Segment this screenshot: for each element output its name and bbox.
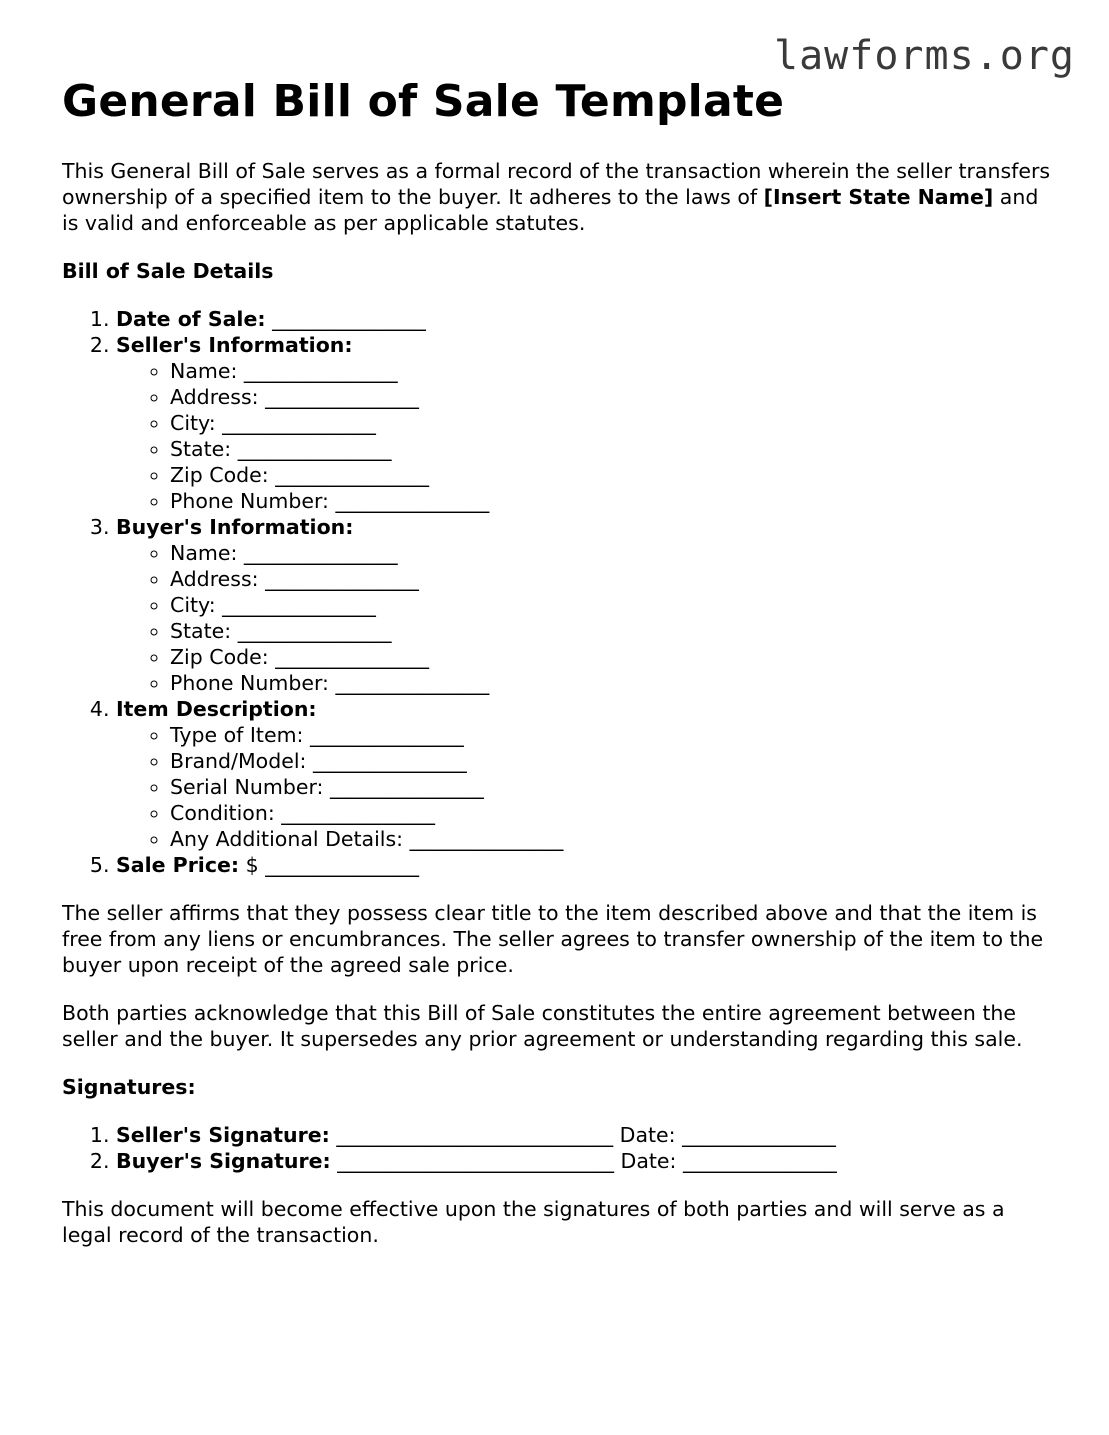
item-brand-field	[170, 748, 1052, 774]
date-label: Date:	[619, 1123, 676, 1148]
state-name-placeholder: [Insert State Name]	[763, 185, 994, 210]
date-of-sale-item	[116, 306, 1052, 332]
item-condition-field	[170, 800, 1052, 826]
item-description-label: Item Description:	[116, 697, 317, 722]
buyer-state-field	[170, 618, 1052, 644]
intro-text-1: This General Bill of Sale serves as a formal record of the transaction wherein the seller transfers ownership of a specified item to the buyer. It adheres to the laws of	[62, 159, 1051, 210]
intro-text-2: and is valid and enforceable as per applicable statutes.	[62, 185, 1039, 236]
intro-paragraph	[62, 158, 1052, 236]
buyer-city-field	[170, 592, 1052, 618]
field-label: City:	[170, 593, 216, 618]
item-details-field	[170, 826, 1052, 852]
field-blank: _______________	[329, 775, 484, 800]
details-heading: Bill of Sale Details	[62, 259, 274, 284]
closing-paragraph: This document will become effective upon the signatures of both parties and will serve as a legal record of the transaction.	[62, 1197, 1005, 1248]
field-label: Phone Number:	[170, 489, 329, 514]
seller-state-field	[170, 436, 1052, 462]
buyer-info-label: Buyer's Information:	[116, 515, 354, 540]
field-label: Type of Item:	[170, 723, 304, 748]
buyer-zip-field	[170, 644, 1052, 670]
signature-blank: ___________________________	[336, 1123, 614, 1148]
buyer-address-field	[170, 566, 1052, 592]
document-title: General Bill of Sale Template	[62, 76, 785, 127]
field-label: Name:	[170, 541, 238, 566]
field-label: Address:	[170, 385, 259, 410]
field-label: City:	[170, 411, 216, 436]
signatures-list	[62, 1122, 1052, 1174]
seller-phone-field	[170, 488, 1052, 514]
date-blank: _______________	[682, 1123, 836, 1148]
field-blank: _______________	[335, 489, 490, 514]
field-label: Zip Code:	[170, 463, 269, 488]
field-blank: _______________	[243, 359, 398, 384]
field-label: Brand/Model:	[170, 749, 307, 774]
field-blank: _______________	[237, 437, 392, 462]
site-watermark: lawforms.org	[774, 33, 1075, 79]
field-label: Phone Number:	[170, 671, 329, 696]
field-label: State:	[170, 619, 232, 644]
field-blank: _______________	[222, 411, 376, 436]
field-label: Name:	[170, 359, 238, 384]
item-fields	[116, 722, 1052, 852]
field-label: Zip Code:	[170, 645, 269, 670]
item-type-field	[170, 722, 1052, 748]
buyer-phone-field	[170, 670, 1052, 696]
seller-address-field	[170, 384, 1052, 410]
field-label: Condition:	[170, 801, 275, 826]
seller-zip-field	[170, 462, 1052, 488]
field-blank: _______________	[335, 671, 490, 696]
field-label: Serial Number:	[170, 775, 324, 800]
date-blank: _______________	[682, 1149, 837, 1174]
buyer-name-field	[170, 540, 1052, 566]
field-blank: _______________	[275, 645, 429, 670]
item-description-item	[116, 696, 1052, 852]
date-of-sale-blank: _______________	[272, 307, 426, 332]
affirm-paragraph: The seller affirms that they possess clear title to the item described above and that the item is free from any liens or encumbrances. The seller agrees to transfer ownership of the item to the buyer upon receipt of the agreed sale price.	[62, 901, 1044, 978]
field-blank: _______________	[312, 749, 467, 774]
field-blank: _______________	[265, 567, 419, 592]
field-blank: _______________	[409, 827, 564, 852]
field-label: State:	[170, 437, 232, 462]
seller-fields	[116, 358, 1052, 514]
date-label: Date:	[620, 1149, 677, 1174]
agreement-paragraph: Both parties acknowledge that this Bill of Sale constitutes the entire agreement between the seller and the buyer. It supersedes any prior agreement or understanding regarding this sale.	[62, 1001, 1023, 1052]
seller-signature-line	[116, 1122, 1052, 1148]
field-blank: _______________	[309, 723, 464, 748]
buyer-info-item	[116, 514, 1052, 696]
details-list	[62, 306, 1052, 878]
seller-city-field	[170, 410, 1052, 436]
field-blank: _______________	[243, 541, 398, 566]
field-label: Address:	[170, 567, 259, 592]
field-blank: _______________	[265, 385, 419, 410]
field-label: Any Additional Details:	[170, 827, 404, 852]
signatures-heading: Signatures:	[62, 1075, 196, 1100]
date-of-sale-label: Date of Sale:	[116, 307, 266, 332]
field-blank: _______________	[222, 593, 376, 618]
seller-info-item	[116, 332, 1052, 514]
buyer-signature-line	[116, 1148, 1052, 1174]
seller-info-label: Seller's Information:	[116, 333, 353, 358]
buyer-fields	[116, 540, 1052, 696]
sale-price-item	[116, 852, 1052, 878]
buyer-signature-label: Buyer's Signature:	[116, 1149, 331, 1174]
sale-price-label: Sale Price:	[116, 853, 240, 878]
seller-name-field	[170, 358, 1052, 384]
item-serial-field	[170, 774, 1052, 800]
field-blank: _______________	[275, 463, 429, 488]
signature-blank: ___________________________	[337, 1149, 614, 1174]
seller-signature-label: Seller's Signature:	[116, 1123, 330, 1148]
field-blank: _______________	[281, 801, 436, 826]
sale-price-blank: _______________	[265, 853, 419, 878]
currency-symbol: $	[245, 853, 259, 878]
document-body	[62, 78, 1052, 1248]
field-blank: _______________	[237, 619, 392, 644]
